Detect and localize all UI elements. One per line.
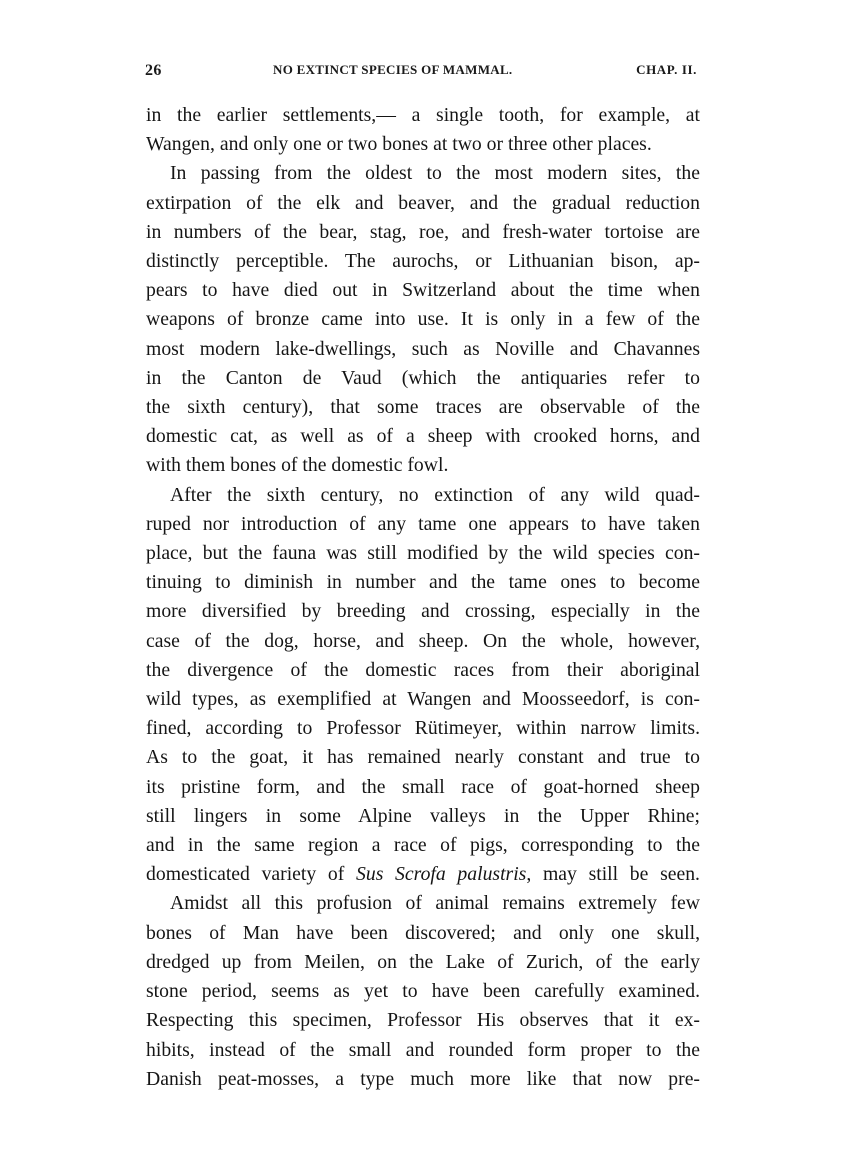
text-line: its pristine form, and the small race of goat-horned sheep [146, 775, 700, 798]
text-line: the sixth century), that some traces are observable of the [146, 396, 700, 419]
body-text [146, 101, 700, 1094]
text-line: domestic cat, as well as of a sheep with crooked horns, and [146, 425, 700, 448]
paragraph-2 [146, 159, 700, 480]
text-line: the divergence of the domestic races from their aboriginal [146, 658, 700, 681]
paragraph-4 [146, 889, 700, 1093]
text-line: fined, according to Professor Rütimeyer, within narrow limits. [146, 717, 700, 740]
text-line: bones of Man have been discovered; and only one skull, [146, 921, 700, 944]
text-run: , may still be seen. [526, 863, 700, 886]
text-run: domesticated variety of [146, 863, 357, 886]
text-line: weapons of bronze came into use. It is only in a few of the [146, 308, 700, 331]
italic-species-name: Sus Scrofa palustris [356, 863, 527, 886]
text-line: Respecting this specimen, Professor His observes that it ex- [146, 1009, 700, 1032]
text-line: tinuing to diminish in number and the tame ones to become [146, 571, 700, 594]
text-line: stone period, seems as yet to have been carefully examined. [146, 980, 700, 1003]
text-line: extirpation of the elk and beaver, and the gradual reduction [146, 191, 700, 214]
running-header [145, 62, 699, 84]
text-line: place, but the fauna was still modified by the wild species con- [146, 542, 700, 565]
text-line: in the earlier settlements,— a single tooth, for example, at [146, 104, 700, 126]
page-number: 26 [145, 62, 162, 79]
text-line: ruped nor introduction of any tame one appears to have taken [146, 512, 700, 535]
text-line: Wangen, and only one or two bones at two or three other places. [146, 133, 652, 156]
text-line: more diversified by breeding and crossing, especially in the [146, 600, 700, 623]
text-line: hibits, instead of the small and rounded form proper to the [146, 1038, 700, 1061]
text-line: distinctly perceptible. The aurochs, or Lithuanian bison, ap- [146, 250, 700, 273]
text-line: still lingers in some Alpine valleys in the Upper Rhine; [146, 804, 700, 827]
text-line: Amidst all this profusion of animal remains extremely few [170, 892, 700, 915]
text-line: in the Canton de Vaud (which the antiquaries refer to [146, 366, 700, 389]
text-line: pears to have died out in Switzerland about the time when [146, 279, 700, 302]
paragraph-1 [146, 101, 700, 159]
text-line: dredged up from Meilen, on the Lake of Zurich, of the early [146, 950, 700, 973]
text-line: As to the goat, it has remained nearly constant and true to [146, 746, 700, 769]
text-line: After the sixth century, no extinction of any wild quad- [170, 483, 700, 506]
text-line: and in the same region a race of pigs, corresponding to the [146, 834, 700, 857]
text-line-with-italic [146, 860, 700, 889]
text-line: In passing from the oldest to the most modern sites, the [170, 162, 700, 185]
running-title: NO EXTINCT SPECIES OF MAMMAL. [273, 62, 513, 77]
text-line: in numbers of the bear, stag, roe, and fresh-water tortoise are [146, 220, 700, 243]
text-line: with them bones of the domestic fowl. [146, 454, 449, 477]
text-line: Danish peat-mosses, a type much more like that now pre- [146, 1067, 700, 1090]
text-line: case of the dog, horse, and sheep. On the whole, however, [146, 629, 700, 652]
text-line: most modern lake-dwellings, such as Noville and Chavannes [146, 337, 700, 360]
chapter-label: CHAP. II. [636, 62, 697, 77]
paragraph-3 [146, 481, 700, 890]
text-line: wild types, as exemplified at Wangen and Moosseedorf, is con- [146, 688, 700, 711]
